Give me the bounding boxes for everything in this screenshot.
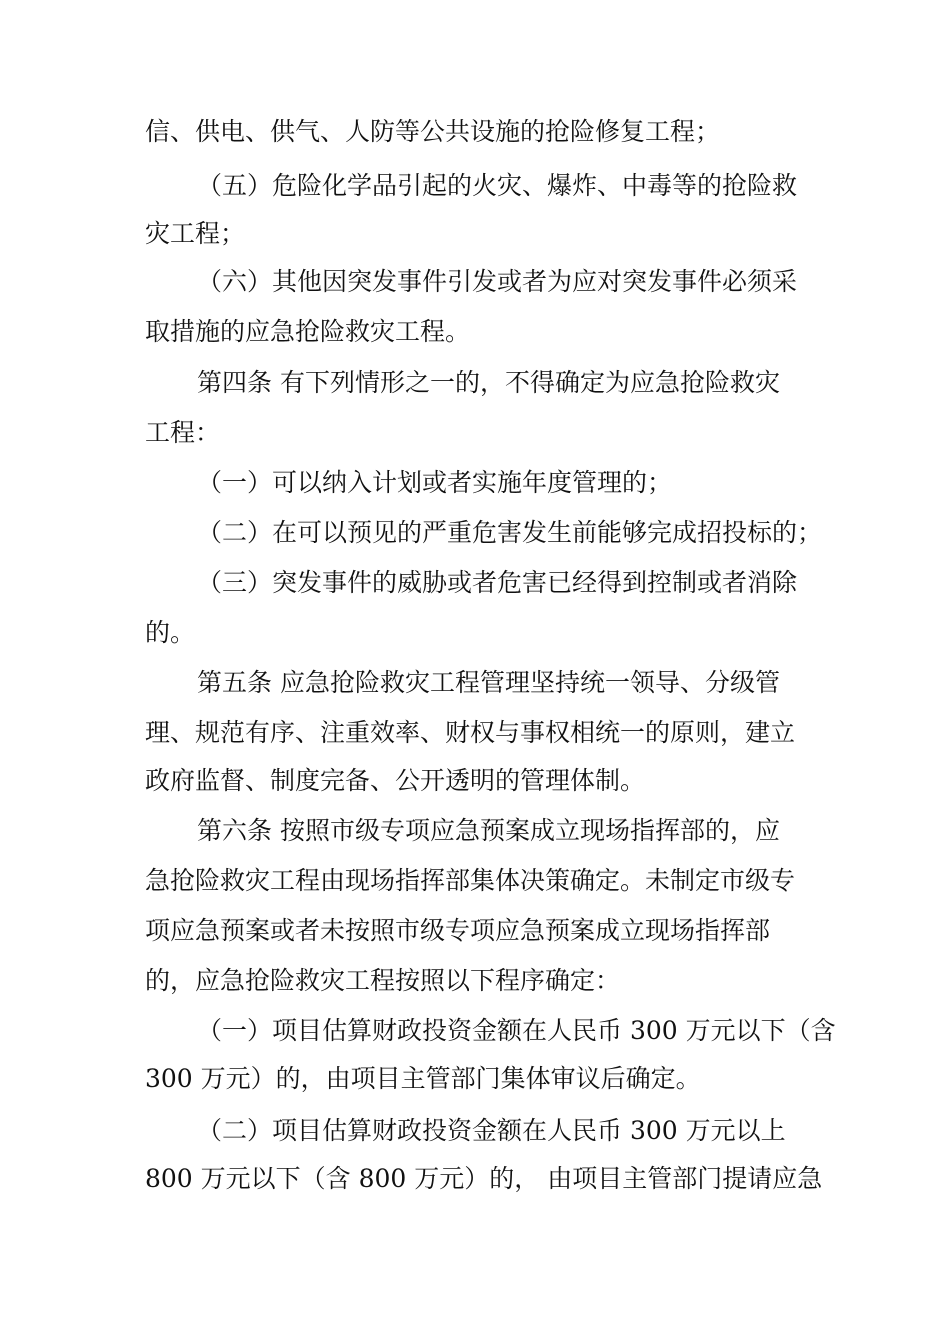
text-line: （六）其他因突发事件引发或者为应对突发事件必须采 [197, 267, 798, 296]
text-line: （三）突发事件的威胁或者危害已经得到控制或者消除 [197, 568, 798, 597]
text-line: 项应急预案或者未按照市级专项应急预案成立现场指挥部 [145, 916, 771, 945]
text-line: 第六条 按照市级专项应急预案成立现场指挥部的，应 [197, 816, 780, 845]
text-line: （二）在可以预见的严重危害发生前能够完成招投标的； [197, 518, 823, 547]
text-line: 800 万元以下（含 800 万元）的， 由项目主管部门提请应急 [145, 1164, 823, 1193]
text-line: （一）可以纳入计划或者实施年度管理的； [197, 468, 673, 497]
text-line: 工程： [145, 418, 221, 447]
text-line: （二）项目估算财政投资金额在人民币 300 万元以上 [197, 1116, 786, 1145]
text-line: 的，应急抢险救灾工程按照以下程序确定： [145, 966, 621, 995]
text-line: （五）危险化学品引起的火灾、爆炸、中毒等的抢险救 [197, 171, 798, 200]
text-line: 第四条 有下列情形之一的，不得确定为应急抢险救灾 [197, 368, 780, 397]
text-line: 政府监督、制度完备、公开透明的管理体制。 [145, 766, 646, 795]
text-line: 第五条 应急抢险救灾工程管理坚持统一领导、分级管 [197, 668, 780, 697]
text-line: 灾工程； [145, 219, 246, 248]
text-line: 信、供电、供气、人防等公共设施的抢险修复工程； [145, 117, 721, 146]
text-line: 300 万元）的，由项目主管部门集体审议后确定。 [145, 1064, 701, 1093]
text-line: （一）项目估算财政投资金额在人民币 300 万元以下（含 [197, 1016, 836, 1045]
text-line: 理、规范有序、注重效率、财权与事权相统一的原则，建立 [145, 718, 796, 747]
text-line: 取措施的应急抢险救灾工程。 [145, 317, 471, 346]
text-line: 急抢险救灾工程由现场指挥部集体决策确定。未制定市级专 [145, 866, 796, 895]
text-line: 的。 [145, 618, 196, 647]
